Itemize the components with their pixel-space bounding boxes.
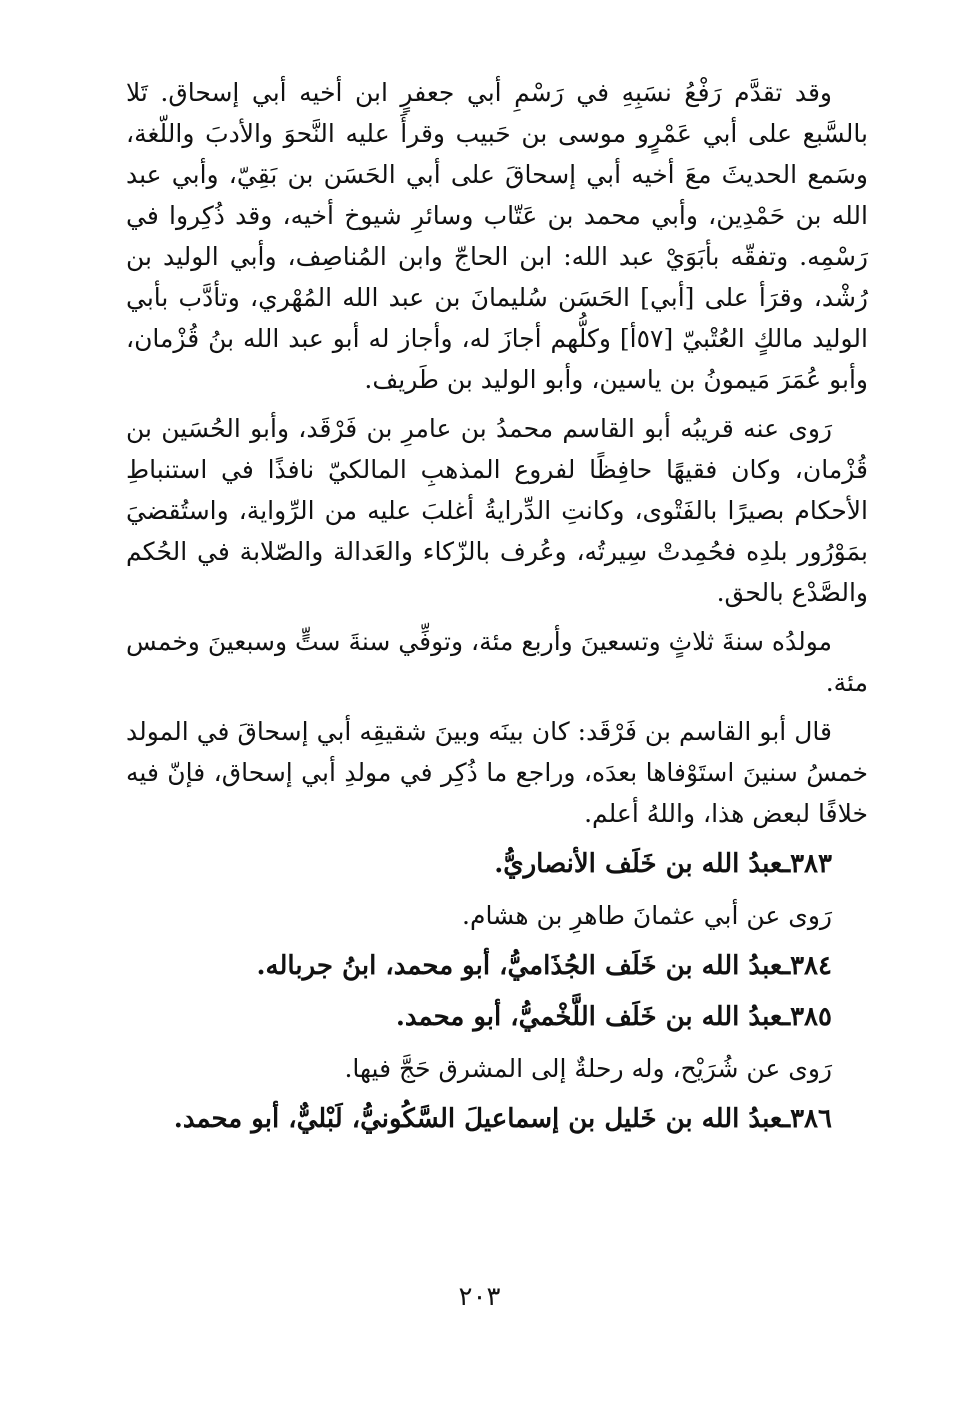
entry-385 — [126, 997, 868, 1038]
page-body — [126, 72, 868, 1140]
entry-title: عبدُ الله بن خَلَف الجُذَاميُّ، أبو محمد، ابنُ جرباله. — [256, 951, 783, 981]
paragraph-2: رَوى عنه قريبُه أبو القاسم محمدُ بن عامرِ بن فَرْقَد، وأبو الحُسَين بن قُزْمان، وكان فقيهًا حافِظًا لفروع المذهبِ المالكيّ نافذًا في استنباطِ الأحكام بصيرًا بالفَتْوى، وكانتِ الدِّرايةُ أغلبَ عليه من الرِّواية، واستُقضيَ بمَوْرُور بلدِه فحُمِدتْ سِيرتُه، وعُرف بالزّكاء والعَدالة والصّلابة في الحُكم والصَّدْع بالحق. — [126, 414, 868, 607]
entry-title: عبدُ الله بن خَليل بن إسماعيلَ السَّكُونيُّ، لَبْليٌّ، أبو محمد. — [173, 1104, 783, 1134]
entry-number: ٣٨٤ـ — [782, 951, 832, 981]
page-number: ٢٠٣ — [458, 1282, 501, 1312]
entry-number: ٣٨٥ـ — [782, 1002, 832, 1032]
paragraph-1: وقد تقدَّم رَفْعُ نسَبِهِ في رَسْمِ أبي جعفرٍ ابن أخيه أبي إسحاق. تَلا بالسَّبع على أبي عَمْرٍو موسى بن حَبيب وقرأَ عليه النَّحوَ والأدبَ واللّغة، وسَمع الحديثَ معَ أخيه أبي إسحاقَ على أبي الحَسَن بن بَقِيّ، وأبي عبد الله بن حَمْدِين، وأبي محمد بن عَتّاب وسائرِ شيوخ أخيه، وقد ذُكِروا في رَسْمِه. وتفقّه بأبَوَيْ عبد الله: ابن الحاجّ وابن المُناصِف، وأبي الوليد بن رُشْد، وقرَأ على [أبي] الحَسَن سُليمانَ بن عبد الله المُهْري، وتأدَّب بأبي الوليد مالكٍ العُتْبيّ [٥٧أ] وكلُّهم أجازَ له، وأجاز له أبو عبد الله بنُ قُزْمان، وأبو عُمَرَ مَيمونُ بن ياسين، وأبو الوليد بن طَريف. — [126, 78, 868, 394]
paragraph-3: مولدُه سنةَ ثلاثٍ وتسعينَ وأربع مئة، وتوفِّي سنةَ ستٍّ وسبعينَ وخمس مئة. — [126, 627, 868, 697]
entry-383 — [126, 844, 868, 885]
entry-title: عبدُ الله بن خَلَف اللَّخْميُّ، أبو محمد. — [395, 1002, 783, 1032]
paragraph-4: قال أبو القاسم بن فَرْقَد: كان بينَه وبينَ شقيقِه أبي إسحاقَ في المولد خمسُ سنينَ استَوْفاها بعدَه، وراجع ما ذُكِر في مولدِ أبي إسحاق، فإنّ فيه خلافًا لبعض هذا، واللهُ أعلم. — [126, 717, 868, 828]
entry-383-note: رَوى عن أبي عثمانَ طاهرِ بن هشام. — [462, 901, 832, 930]
entry-title: عبدُ الله بن خَلَف الأنصاريُّ. — [494, 849, 783, 879]
entry-384 — [126, 946, 868, 987]
entry-385-note: رَوى عن شُرَيْح، وله رحلةٌ إلى المشرق حَجَّ فيها. — [344, 1054, 832, 1083]
entry-number: ٣٨٣ـ — [782, 849, 832, 879]
entry-number: ٣٨٦ـ — [782, 1104, 832, 1134]
entry-386 — [126, 1099, 868, 1140]
